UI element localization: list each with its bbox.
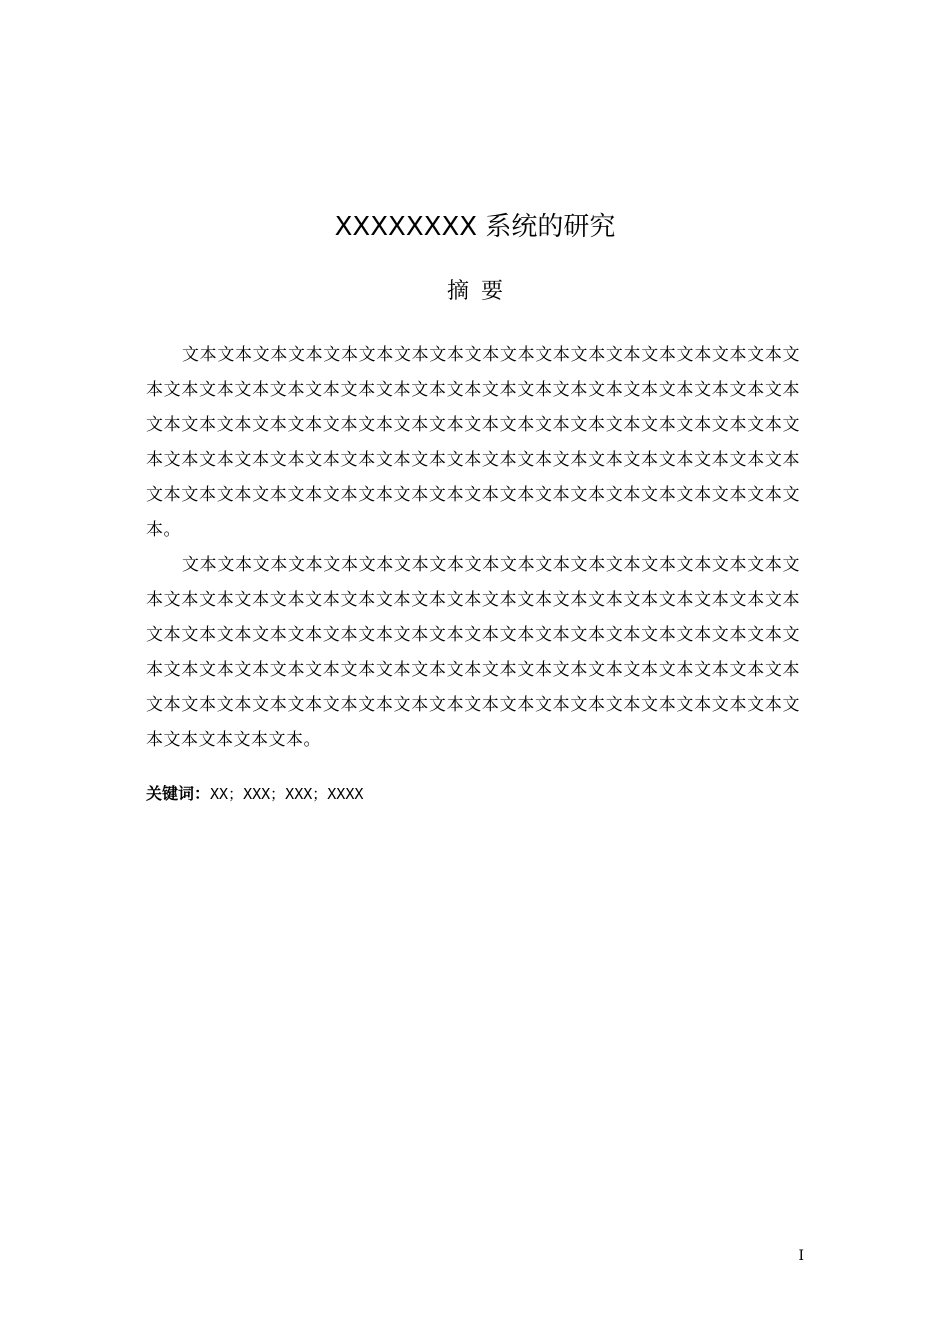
page-title: XXXXXXXX 系统的研究 [334, 212, 616, 242]
keywords-values: XX；XXX；XXX；XXXX [210, 785, 364, 803]
abstract-heading: 摘要 [446, 279, 515, 304]
keywords-label: 关键词： [146, 784, 211, 803]
abstract-body [146, 338, 800, 758]
keywords-line [146, 778, 363, 810]
abstract-paragraph-2: 文本文本文本文本文本文本文本文本文本文本文本文本文本文本文本文本文本文本文本文本文本文本文本文本文本文本文本文本文本文本文本文本文本文本文本文本文本文本文本文本文本文本文本文本文本文本文本文本文本文本文本文本文本文本文本文本文本文本文本文本文本文本文本文本文本文本文本文本文本文本文本文本文本文本文本文本文本文本文本文本文本文本文本文本文本文本文本文本文本文本文本文本文本文本文本文本。 [146, 555, 800, 750]
abstract-paragraph-1: 文本文本文本文本文本文本文本文本文本文本文本文本文本文本文本文本文本文本文本文本文本文本文本文本文本文本文本文本文本文本文本文本文本文本文本文本文本文本文本文本文本文本文本文本文本文本文本文本文本文本文本文本文本文本文本文本文本文本文本文本文本文本文本文本文本文本文本文本文本文本文本文本文本文本文本文本文本文本文本文本文本文本文本文本文本文本文本文本文本文本文本文本。 [146, 345, 800, 540]
page-number: I [798, 1248, 804, 1264]
